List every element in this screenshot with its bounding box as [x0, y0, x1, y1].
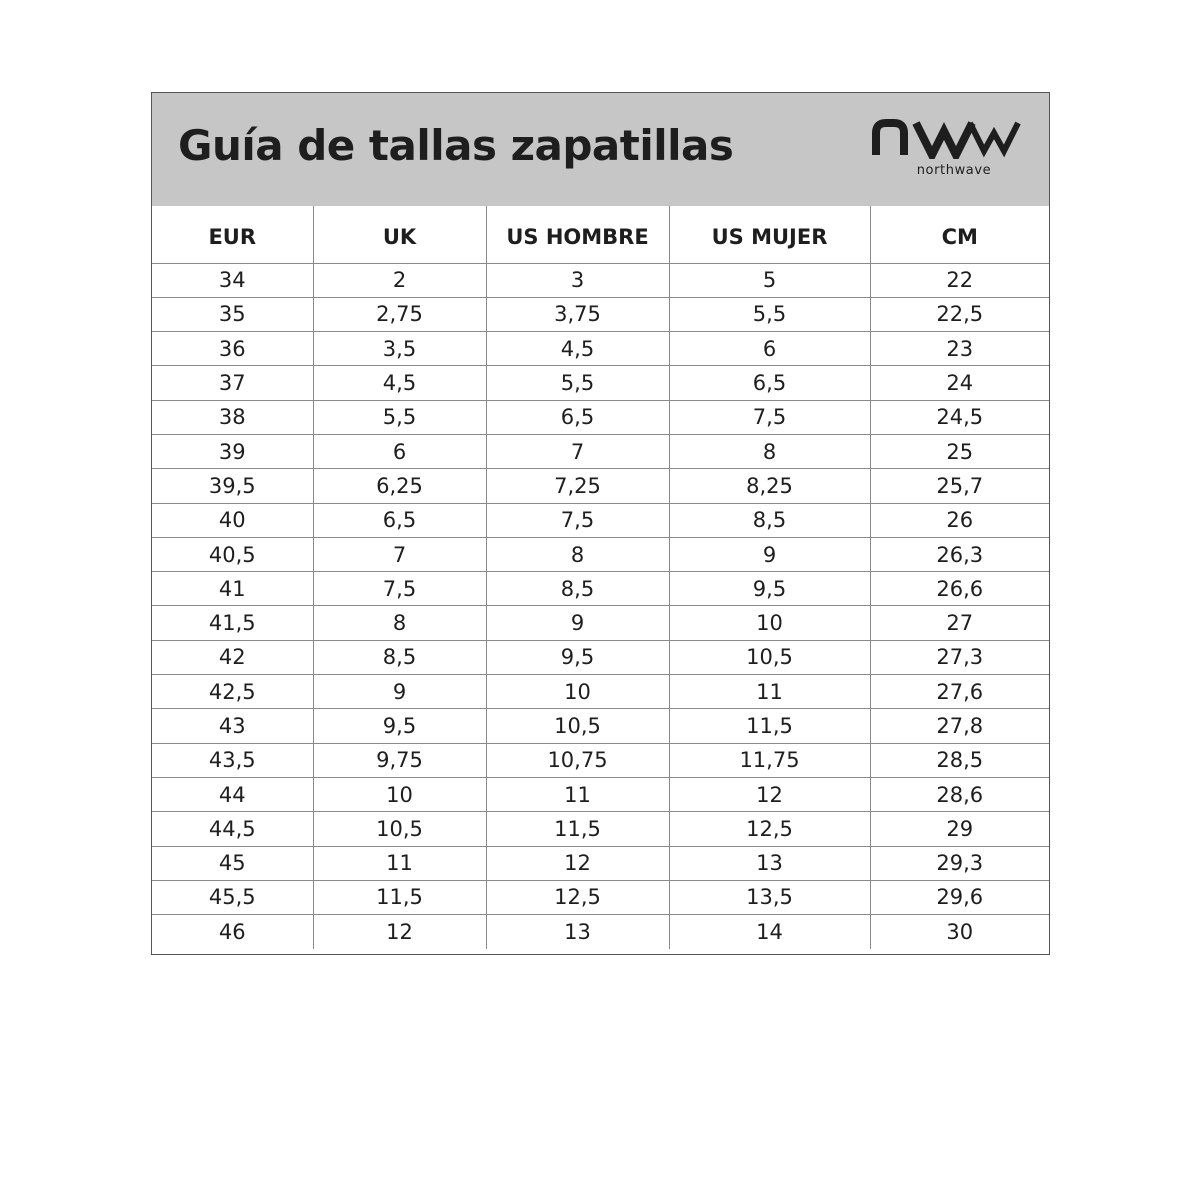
cell-us-mujer: 10,5	[669, 640, 870, 674]
table-row	[152, 572, 1049, 606]
cell-uk: 6,25	[313, 469, 486, 503]
cell-cm: 27,3	[870, 640, 1049, 674]
cell-us-hombre: 11,5	[486, 812, 669, 846]
cell-cm: 24	[870, 366, 1049, 400]
cell-eur: 46	[218, 920, 246, 945]
northwave-logo-icon	[872, 119, 1022, 159]
table-row	[152, 812, 1049, 846]
cell-us-mujer: 10	[669, 606, 870, 640]
cell-cm: 22	[870, 263, 1049, 297]
table-row	[152, 777, 1049, 811]
cell-us-mujer: 11	[669, 675, 870, 709]
cell-us-hombre: 10,75	[486, 743, 669, 777]
cell-us-hombre: 12	[486, 846, 669, 880]
cell-uk: 2,75	[313, 297, 486, 331]
cell-us-hombre: 7,25	[486, 469, 669, 503]
table-row	[152, 400, 1049, 434]
cell-eur: 36	[152, 332, 313, 366]
page-title: Guía de tallas zapatillas	[178, 121, 734, 170]
cell-eur: 43,5	[152, 743, 313, 777]
table-row	[152, 640, 1049, 674]
cell-eur: 42	[152, 640, 313, 674]
cell-uk: 5,5	[313, 400, 486, 434]
cell-cm: 26	[870, 503, 1049, 537]
table-row	[152, 880, 1049, 914]
table-row	[152, 366, 1049, 400]
cell-uk: 9	[313, 675, 486, 709]
size-table	[152, 206, 1049, 949]
cell-eur: 42,5	[152, 675, 313, 709]
cell-us-hombre: 3,75	[486, 297, 669, 331]
cell-cm: 24,5	[870, 400, 1049, 434]
cell-cm: 28,6	[870, 777, 1049, 811]
cell-us-hombre: 3	[486, 263, 669, 297]
cell-us-mujer: 12	[669, 777, 870, 811]
cell-us-mujer: 5	[669, 263, 870, 297]
cell-cm: 26,6	[870, 572, 1049, 606]
cell-us-hombre: 12,5	[486, 880, 669, 914]
cell-uk: 10	[313, 777, 486, 811]
cell-uk: 6,5	[313, 503, 486, 537]
cell-eur: 38	[152, 400, 313, 434]
cell-eur: 41	[152, 572, 313, 606]
cell-cm: 25	[870, 434, 1049, 468]
cell-us-mujer: 8	[669, 434, 870, 468]
table-row	[152, 434, 1049, 468]
cell-eur: 43	[152, 709, 313, 743]
cell-us-hombre: 4,5	[486, 332, 669, 366]
cell-us-hombre: 11	[486, 777, 669, 811]
cell-uk: 10,5	[313, 812, 486, 846]
cell-cm: 23	[870, 332, 1049, 366]
cell-us-mujer: 11,75	[669, 743, 870, 777]
cell-uk: 6	[313, 434, 486, 468]
cell-us-mujer: 11,5	[669, 709, 870, 743]
cell-uk: 3,5	[313, 332, 486, 366]
cell-us-hombre: 6,5	[486, 400, 669, 434]
cell-uk: 9,75	[313, 743, 486, 777]
cell-eur: 37	[152, 366, 313, 400]
table-row	[152, 709, 1049, 743]
cell-us-hombre: 7	[486, 434, 669, 468]
table-header	[152, 206, 1049, 263]
cell-us-mujer: 5,5	[669, 297, 870, 331]
cell-eur: 40	[152, 503, 313, 537]
brand-logo	[872, 119, 1022, 181]
table-row	[152, 675, 1049, 709]
cell-cm: 27	[870, 606, 1049, 640]
cell-us-hombre: 10,5	[486, 709, 669, 743]
cell-us-mujer: 12,5	[669, 812, 870, 846]
brand-wordmark: northwave	[916, 163, 992, 178]
cell-uk: 11	[313, 846, 486, 880]
cell-eur: 40,5	[152, 537, 313, 571]
table-row	[152, 263, 1049, 297]
cell-cm: 28,5	[870, 743, 1049, 777]
cell-us-mujer: 8,25	[669, 469, 870, 503]
cell-cm: 29,6	[870, 880, 1049, 914]
cell-us-hombre: 7,5	[486, 503, 669, 537]
table-row	[152, 503, 1049, 537]
cell-uk: 7	[313, 537, 486, 571]
cell-uk: 7,5	[313, 572, 486, 606]
column-header-us-mujer: US MUJER	[669, 206, 870, 263]
cell-us-hombre: 13	[486, 915, 669, 949]
cell-eur: 45,5	[152, 880, 313, 914]
cell-us-mujer: 13	[669, 846, 870, 880]
cell-eur: 34	[152, 263, 313, 297]
cell-uk: 4,5	[313, 366, 486, 400]
cell-eur: 44,5	[152, 812, 313, 846]
cell-eur: 39,5	[152, 469, 313, 503]
cell-us-hombre: 10	[486, 675, 669, 709]
cell-cm: 30	[870, 915, 1049, 949]
header-row	[152, 206, 1049, 263]
cell-us-mujer: 7,5	[669, 400, 870, 434]
cell-cm: 29	[870, 812, 1049, 846]
size-chart	[151, 92, 1050, 955]
cell-cm: 27,6	[870, 675, 1049, 709]
cell-us-hombre: 8	[486, 537, 669, 571]
cell-us-hombre: 5,5	[486, 366, 669, 400]
cell-eur: 44	[152, 777, 313, 811]
table-row	[152, 469, 1049, 503]
cell-uk: 9,5	[313, 709, 486, 743]
table-row	[152, 743, 1049, 777]
table-row	[152, 606, 1049, 640]
cell-us-mujer: 9	[669, 537, 870, 571]
cell-us-mujer: 6,5	[669, 366, 870, 400]
cell-cm: 25,7	[870, 469, 1049, 503]
cell-uk: 12	[313, 915, 486, 949]
cell-us-mujer: 6	[669, 332, 870, 366]
table-row	[152, 332, 1049, 366]
table-row	[152, 846, 1049, 880]
column-header-uk: UK	[313, 206, 486, 263]
cell-eur: 45	[152, 846, 313, 880]
table-row	[152, 537, 1049, 571]
column-header-cm: CM	[870, 206, 1049, 263]
cell-us-mujer: 9,5	[669, 572, 870, 606]
cell-cm: 27,8	[870, 709, 1049, 743]
cell-us-mujer: 14	[669, 915, 870, 949]
cell-cm: 22,5	[870, 297, 1049, 331]
cell-eur: 35	[152, 297, 313, 331]
table-row	[152, 915, 1049, 949]
cell-us-hombre: 9,5	[486, 640, 669, 674]
table-row	[152, 297, 1049, 331]
table-body	[152, 263, 1049, 949]
header-band	[152, 93, 1049, 206]
cell-eur: 39	[152, 434, 313, 468]
column-header-eur: EUR	[152, 206, 313, 263]
column-header-us-hombre: US HOMBRE	[486, 206, 669, 263]
cell-us-hombre: 8,5	[486, 572, 669, 606]
cell-us-mujer: 8,5	[669, 503, 870, 537]
cell-us-hombre: 9	[486, 606, 669, 640]
cell-cm: 26,3	[870, 537, 1049, 571]
cell-uk: 11,5	[313, 880, 486, 914]
cell-us-mujer: 13,5	[669, 880, 870, 914]
cell-cm: 29,3	[870, 846, 1049, 880]
cell-uk: 2	[313, 263, 486, 297]
cell-uk: 8	[313, 606, 486, 640]
cell-eur: 41,5	[152, 606, 313, 640]
cell-uk: 8,5	[313, 640, 486, 674]
